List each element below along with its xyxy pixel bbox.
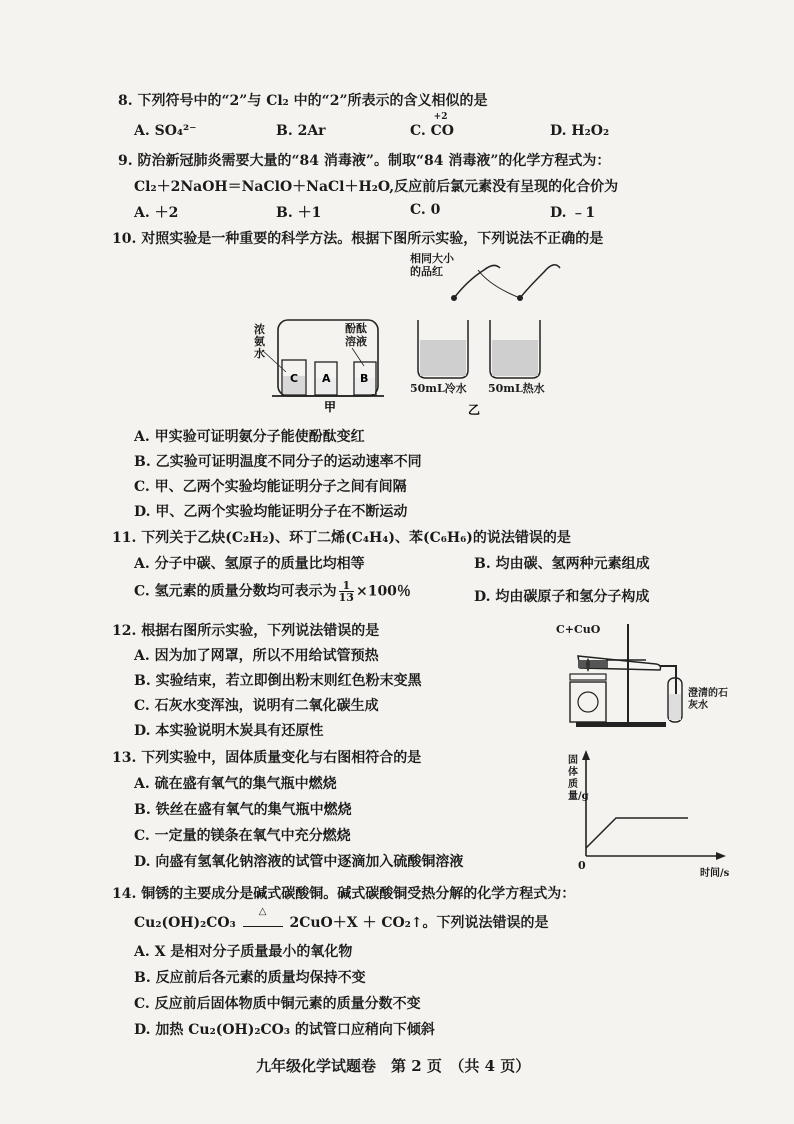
figure-yi-caption: 乙 <box>468 403 481 417</box>
wire-mesh <box>570 674 606 680</box>
q8-option-d: D. H₂O₂ <box>550 123 610 139</box>
alcohol-lamp <box>570 682 606 722</box>
q11-stem: 11. 下列关于乙炔(C₂H₂)、环丁二烯(C₄H₄)、苯(C₆H₆)的说法错误的是 <box>112 530 571 546</box>
figure-mass-graph <box>560 748 740 880</box>
label-limewater: 澄清的石灰水 <box>688 688 728 711</box>
q12-option-a: A. 因为加了网罩，所以不用给试管预热 <box>134 648 379 664</box>
q14-option-b: B. 反应前后各元素的质量均保持不变 <box>134 970 366 986</box>
label-reactants: C+CuO <box>556 623 601 636</box>
q14-option-a: A. X 是相对分子质量最小的氧化物 <box>134 944 353 960</box>
label-hot-water: 50mL热水 <box>488 382 545 395</box>
graph-origin: 0 <box>578 859 586 872</box>
q10-option-b: B. 乙实验可证明温度不同分子的运动速率不同 <box>134 454 422 470</box>
q10-option-c: C. 甲、乙两个实验均能证明分子之间有间隔 <box>134 479 407 495</box>
q10-stem: 10. 对照实验是一种重要的科学方法。根据下图所示实验，下列说法不正确的是 <box>112 231 604 247</box>
q8-option-c: C. +2 CO <box>410 112 454 139</box>
q13-option-b: B. 铁丝在盛有氧气的集气瓶中燃烧 <box>134 802 352 818</box>
q9-option-c: C. 0 <box>410 202 441 218</box>
label-ammonia: 浓氨水 <box>254 323 265 360</box>
q14-equation: Cu₂(OH)₂CO₃ △ 2CuO＋X ＋ CO₂↑。下列说法错误的是 <box>134 906 549 931</box>
q9-option-b: B. ＋1 <box>276 205 322 221</box>
q13-option-a: A. 硫在盛有氧气的集气瓶中燃烧 <box>134 776 337 792</box>
q14-option-c: C. 反应前后固体物质中铜元素的质量分数不变 <box>134 996 421 1012</box>
q9-stem: 9. 防治新冠肺炎需要大量的“84 消毒液”。制取“84 消毒液”的化学方程式为： <box>118 153 611 169</box>
q11-option-d: D. 均由碳原子和氢分子构成 <box>474 589 650 605</box>
q14-stem: 14. 铜锈的主要成分是碱式碳酸铜。碱式碳酸铜受热分解的化学方程式为： <box>112 886 576 902</box>
beaker-a-label: A <box>322 372 331 385</box>
label-dye: 相同大小的品红 <box>410 252 454 278</box>
label-cold-water: 50mL冷水 <box>410 382 467 395</box>
heat-condition: △ <box>258 906 267 917</box>
q9-option-d: D. ﹣1 <box>550 205 596 221</box>
beaker-b-label: B <box>360 372 369 385</box>
fraction: $\frac{1}{13}$ <box>338 579 354 604</box>
graph-ylabel: 固体质量/g <box>568 755 589 802</box>
q9-equation: Cl₂＋2NaOH＝NaClO＋NaCl＋H₂O,反应前后氯元素没有呈现的化合价为 <box>134 179 619 195</box>
valence-mark: +2 <box>433 112 448 122</box>
q12-stem: 12. 根据右图所示实验，下列说法错误的是 <box>112 623 380 639</box>
q8-stem: 8. 下列符号中的“2”与 Cl₂ 中的“2”所表示的含义相似的是 <box>118 93 488 109</box>
spoon-left <box>454 265 500 298</box>
q11-option-b: B. 均由碳、氢两种元素组成 <box>474 556 650 572</box>
reaction-arrow-line <box>243 918 283 927</box>
q12-option-d: D. 本实验说明木炭具有还原性 <box>134 723 324 739</box>
q13-stem: 13. 下列实验中，固体质量变化与右图相符合的是 <box>112 750 422 766</box>
figure-jia <box>252 310 402 415</box>
beaker-c-label: C <box>290 372 299 385</box>
page-footer: 九年级化学试题卷 第 2 页 （共 4 页） <box>256 1057 531 1075</box>
label-phenolphthalein: 酚酞溶液 <box>345 322 367 348</box>
q13-option-d: D. 向盛有氢氧化钠溶液的试管中逐滴加入硫酸铜溶液 <box>134 854 464 870</box>
figure-jia-caption: 甲 <box>324 400 337 414</box>
graph-xlabel: 时间/s <box>700 868 730 879</box>
q13-option-c: C. 一定量的镁条在氧气中充分燃烧 <box>134 828 351 844</box>
q8-option-a: A. SO₄²⁻ <box>134 123 197 139</box>
q12-option-b: B. 实验结束，若立即倒出粉末则红色粉末变黑 <box>134 673 422 689</box>
spoon-right <box>520 265 560 298</box>
q12-option-c: C. 石灰水变浑浊，说明有二氧化碳生成 <box>134 698 379 714</box>
q8-option-b: B. 2Ar <box>276 123 326 139</box>
q11-option-a: A. 分子中碳、氢原子的质量比均相等 <box>134 556 365 572</box>
q10-option-a: A. 甲实验可证明氨分子能使酚酞变红 <box>134 429 365 445</box>
figure-carbon-reduction <box>556 620 726 730</box>
mass-curve <box>586 818 688 848</box>
q9-option-a: A. ＋2 <box>134 205 179 221</box>
q10-option-d: D. 甲、乙两个实验均能证明分子在不断运动 <box>134 504 408 520</box>
q11-option-c: C. 氢元素的质量分数均可表示为 $\frac{1}{13}$ ×100％ <box>134 579 411 604</box>
q14-option-d: D. 加热 Cu₂(OH)₂CO₃ 的试管口应稍向下倾斜 <box>134 1022 435 1038</box>
